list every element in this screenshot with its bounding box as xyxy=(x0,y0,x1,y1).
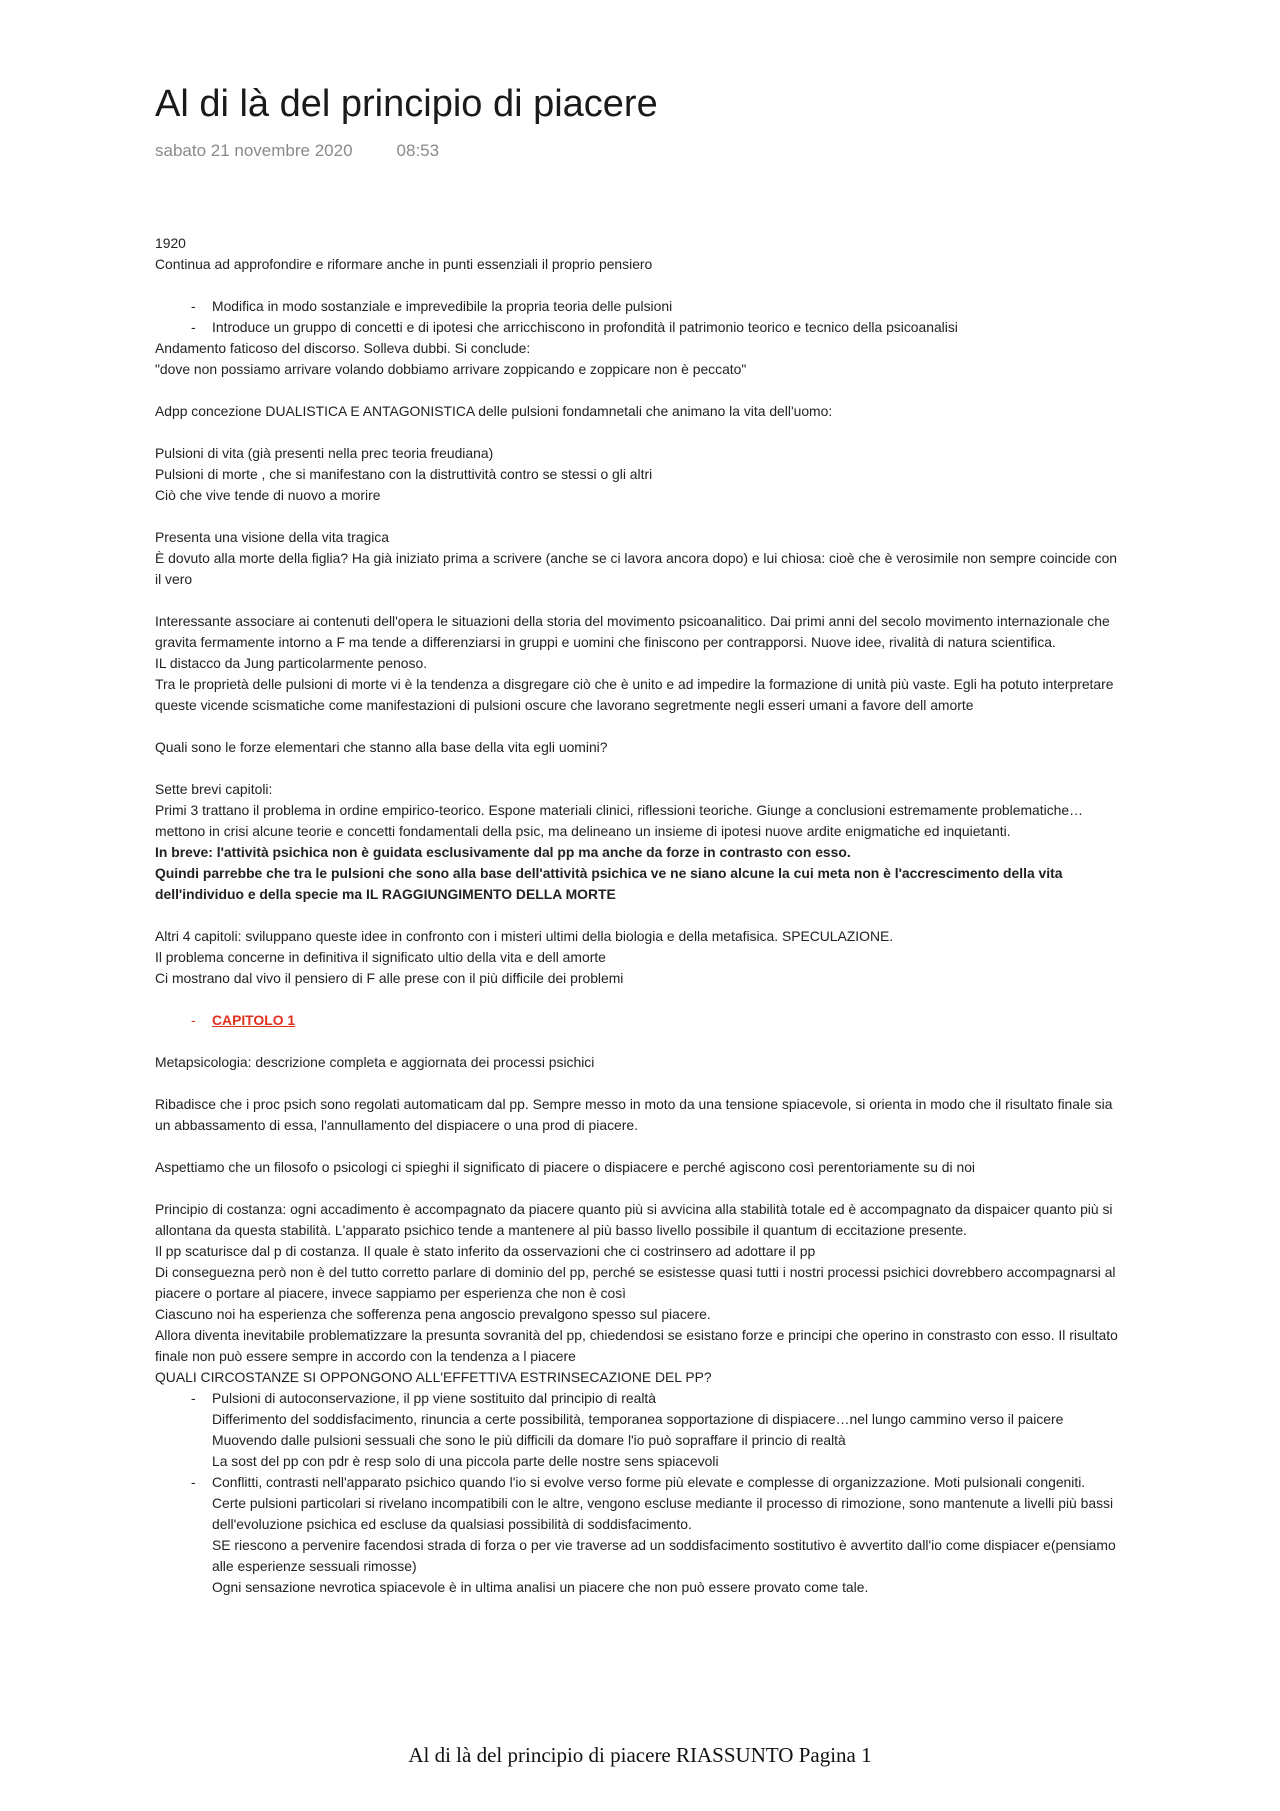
bullet-dash: - xyxy=(191,1474,196,1490)
text-line: IL distacco da Jung particolarmente penoso. xyxy=(155,655,428,671)
indented-line: La sost del pp con pdr è resp solo di una piccola parte delle nostre sens spiacevoli xyxy=(212,1453,719,1469)
text-paragraph: Allora diventa inevitabile problematizzare la presunta sovranità del pp, chiedendosi se esistano forze e principi che operino in constrasto con esso. Il risultato finale non può essere sempre in accordo con la tendenza a l piacere xyxy=(155,1327,1118,1364)
text-paragraph: Di conseguezna però non è del tutto corretto parlare di dominio del pp, perché se esistesse quasi tutti i nostri processi psichici dovrebbero accompagnarsi al piacere o portare al piacere, invece sappiamo per esperienza che non è così xyxy=(155,1264,1116,1301)
list-item-text: Pulsioni di autoconservazione, il pp viene sostituito dal principio di realtà xyxy=(212,1390,656,1406)
list-item-text: Conflitti, contrasti nell'apparato psichico quando l'io si evolve verso forme più elevate e complesse di organizzazione. Moti pulsionali congeniti. xyxy=(212,1474,1086,1490)
text-line: Quali sono le forze elementari che stanno alla base della vita egli uomini? xyxy=(155,739,608,755)
page-footer: Al di là del principio di piacere RIASSUNTO Pagina 1 xyxy=(408,1743,872,1767)
text-line: Altri 4 capitoli: sviluppano queste idee in confronto con i misteri ultimi della biologia e della metafisica. SPECULAZIONE. xyxy=(155,928,894,944)
list-item xyxy=(155,296,1125,317)
text-line: Adpp concezione DUALISTICA E ANTAGONISTICA delle pulsioni fondamnetali che animano la vita dell'uomo: xyxy=(155,403,833,419)
text-paragraph: È dovuto alla morte della figlia? Ha già iniziato prima a scrivere (anche se ci lavora ancora dopo) e lui chiosa: cioè che è verosimile non sempre coincide con il vero xyxy=(155,550,1118,587)
bullet-dash: - xyxy=(191,319,196,335)
list-item-text: Modifica in modo sostanziale e imprevedibile la propria teoria delle pulsioni xyxy=(212,298,673,314)
indented-paragraph: Certe pulsioni particolari si rivelano incompatibili con le altre, vengono escluse mediante il processo di rimozione, sono mantenute a livelli più bassi dell'evoluzione psichica ed escluse da qualsiasi possibilità di soddisfacimento. xyxy=(212,1495,1114,1532)
text-paragraph: Primi 3 trattano il problema in ordine empirico-teorico. Espone materiali clinici, riflessioni teoriche. Giunge a conclusioni estremamente problematiche…mettono in crisi alcune teorie e concetti fondamentali della psic, ma delineano un insieme di ipotesi nuove ardite enigmatiche ed inquietanti. xyxy=(155,802,1084,839)
list-item xyxy=(155,1472,1125,1493)
bold-line: In breve: l'attività psichica non è guidata esclusivamente dal pp ma anche da forze in contrasto con esso. xyxy=(155,844,851,860)
text-paragraph: Ribadisce che i proc psich sono regolati automaticam dal pp. Sempre messo in moto da una tensione spiacevole, si orienta in modo che il risultato finale sia un abbassamento di essa, l'annullamento del dispiacere o una prod di piacere. xyxy=(155,1096,1113,1133)
chapter-heading-text: CAPITOLO 1 xyxy=(212,1012,296,1028)
text-line: Il pp scaturisce dal p di costanza. Il quale è stato inferito da osservazioni che ci costrinsero ad adottare il pp xyxy=(155,1243,816,1259)
page-title: Al di là del principio di piacere xyxy=(155,83,658,125)
bullet-dash: - xyxy=(191,1012,196,1028)
text-line: Pulsioni di morte , che si manifestano con la distruttività contro se stessi o gli altri xyxy=(155,466,653,482)
text-paragraph: Tra le proprietà delle pulsioni di morte vi è la tendenza a disgregare ciò che è unito e ad impedire la formazione di unità più vaste. Egli ha potuto interpretare queste vicende scismatiche come manifestazioni di pulsioni oscure che lavorano segretmente negli esseri umani a favore dell amorte xyxy=(155,676,1114,713)
text-paragraph: Principio di costanza: ogni accadimento è accompagnato da piacere quanto più si avvicina alla stabilità totale ed è accompagnato da dispaicer quanto più si allontana da questa stabilità. L'apparato psichico tende a mantenere al più basso livello possibile il quantum di eccitazione presente. xyxy=(155,1201,1113,1238)
text-line: Metapsicologia: descrizione completa e aggiornata dei processi psichici xyxy=(155,1054,595,1070)
note-body xyxy=(155,233,1125,1598)
text-line: Presenta una visione della vita tragica xyxy=(155,529,389,545)
text-line: Ci mostrano dal vivo il pensiero di F alle prese con il più difficile dei problemi xyxy=(155,970,624,986)
text-line: 1920 xyxy=(155,235,186,251)
bold-paragraph: Quindi parrebbe che tra le pulsioni che sono alla base dell'attività psichica ve ne siano alcune la cui meta non è l'accrescimento della vita dell'individuo e della specie ma IL RAGGIUNGIMENTO DELLA MORTE xyxy=(155,865,1063,902)
page-time: 08:53 xyxy=(396,141,440,160)
indented-line: Ogni sensazione nevrotica spiacevole è in ultima analisi un piacere che non può essere provato come tale. xyxy=(212,1579,869,1595)
text-line: Ciascuno noi ha esperienza che sofferenza pena angoscio prevalgono spesso sul piacere. xyxy=(155,1306,711,1322)
text-paragraph: Interessante associare ai contenuti dell'opera le situazioni della storia del movimento psicoanalitico. Dai primi anni del secolo movimento internazionale che gravita fermamente intorno a F ma tende a differenziarsi in gruppi e uomini che finiscono per contrapporsi. Nuove idee, rivalità di natura scientifica. xyxy=(155,613,1110,650)
list-item-text: Introduce un gruppo di concetti e di ipotesi che arricchiscono in profondità il patrimonio teorico e tecnico della psicoanalisi xyxy=(212,319,958,335)
list-item xyxy=(155,317,1125,338)
bullet-dash: - xyxy=(191,298,196,314)
indented-paragraph: Differimento del soddisfacimento, rinuncia a certe possibilità, temporanea sopportazione di dispiacere…nel lungo cammino verso il paicere xyxy=(212,1411,1064,1427)
text-line: Ciò che vive tende di nuovo a morire xyxy=(155,487,381,503)
text-line: Il problema concerne in definitiva il significato ultio della vita e dell amorte xyxy=(155,949,606,965)
bullet-dash: - xyxy=(191,1390,196,1406)
chapter-heading xyxy=(155,1010,1125,1031)
text-line: Continua ad approfondire e riformare anche in punti essenziali il proprio pensiero xyxy=(155,256,653,272)
text-line: "dove non possiamo arrivare volando dobbiamo arrivare zoppicando e zoppicare non è peccato" xyxy=(155,361,747,377)
text-line: Pulsioni di vita (già presenti nella prec teoria freudiana) xyxy=(155,445,494,461)
indented-paragraph: SE riescono a pervenire facendosi strada di forza o per vie traverse ad un soddisfacimento sostitutivo è avvertito dall'io come dispiacer e(pensiamo alle esperienze sessuali rimosse) xyxy=(212,1537,1116,1574)
text-line: Sette brevi capitoli: xyxy=(155,781,273,797)
page-meta xyxy=(155,141,439,161)
indented-line: Muovendo dalle pulsioni sessuali che sono le più difficili da domare l'io può sopraffare il princio di realtà xyxy=(212,1432,846,1448)
text-line: QUALI CIRCOSTANZE SI OPPONGONO ALL'EFFETTIVA ESTRINSECAZIONE DEL PP? xyxy=(155,1369,712,1385)
page-date: sabato 21 novembre 2020 xyxy=(155,141,353,160)
text-line: Andamento faticoso del discorso. Solleva dubbi. Si conclude: xyxy=(155,340,531,356)
text-line: Aspettiamo che un filosofo o psicologi ci spieghi il significato di piacere o dispiacere e perché agiscono così perentoriamente su di noi xyxy=(155,1159,976,1175)
list-item xyxy=(155,1388,1125,1409)
